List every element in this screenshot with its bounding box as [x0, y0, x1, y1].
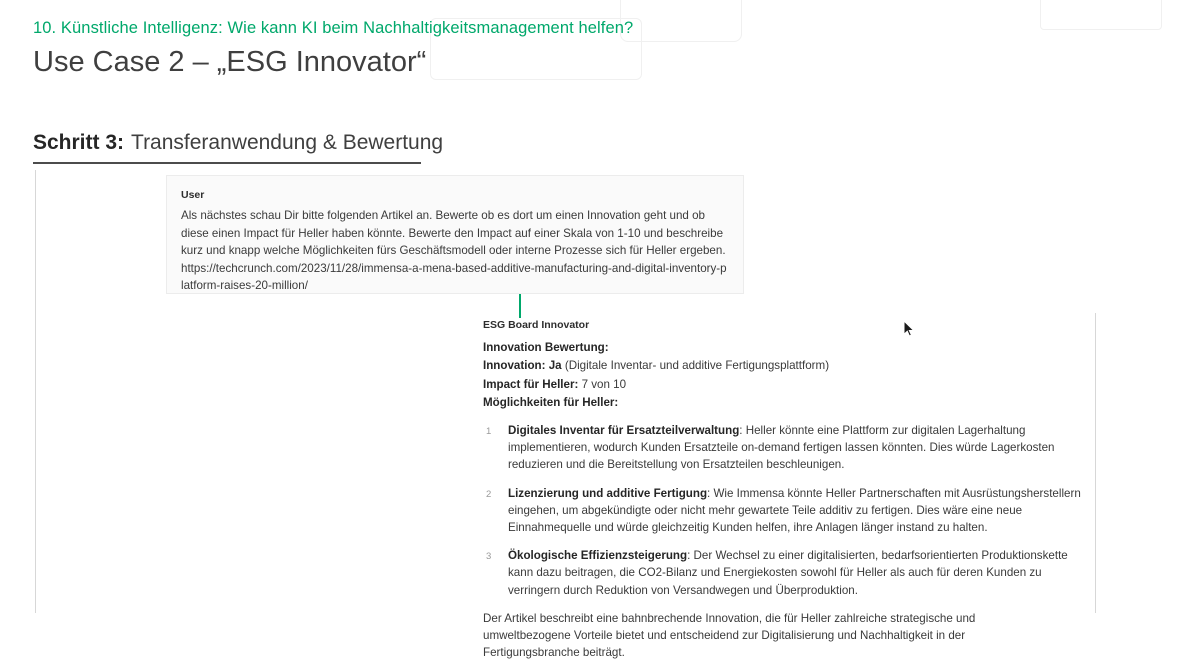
page-title: Use Case 2 – „ESG Innovator“	[33, 46, 427, 78]
list-item-text: : Heller könnte eine Plattform zur digitalen Lagerhaltung implementieren, wodurch Kunden Ersatzteile on-demand fertigen lassen könnten. Dies würde Lagerkosten reduzieren und die Bereitstellung von Ersatzteilen beschleunigen.	[508, 424, 1055, 472]
connector-accent-line	[519, 292, 521, 318]
timeline-right-line	[1095, 313, 1096, 613]
timeline-left-line	[35, 170, 36, 613]
user-prompt-role: User	[181, 189, 205, 201]
answer-field-impact	[483, 376, 1083, 393]
opportunities-list	[483, 422, 1083, 599]
answer-field-impact-value: 7 von 10	[581, 377, 627, 391]
list-item-number: 2	[486, 488, 492, 500]
list-item	[483, 422, 1083, 474]
list-item	[483, 547, 1083, 599]
step-heading	[33, 131, 444, 164]
list-item-title: Lizenzierung und additive Fertigung	[508, 486, 708, 500]
assistant-heading: Innovation Bewertung:	[483, 341, 609, 355]
step-divider	[33, 162, 421, 164]
slide-eyebrow: 10. Künstliche Intelligenz: Wie kann KI beim Nachhaltigkeitsmanagement helfen?	[33, 19, 634, 37]
answer-field-innovation-label: Innovation:	[483, 359, 546, 373]
list-item-title: Ökologische Effizienzsteigerung	[508, 549, 688, 563]
answer-field-impact-label: Impact für Heller:	[483, 377, 579, 391]
list-item-text: : Der Wechsel zu einer digitalisierten, bedarfsorientierten Produktionskette kann dazu beitragen, die CO2-Bilanz und Energiekosten sowohl für Heller als auch für deren Kunden zu verringern durch Reduktion von Versandwegen und Überproduktion.	[508, 549, 1068, 597]
list-item-number: 3	[486, 551, 492, 563]
background-shape	[1040, 0, 1162, 30]
user-prompt-card	[166, 175, 744, 294]
user-prompt-body: Als nächstes schau Dir bitte folgenden Artikel an. Bewerte ob es dort um einen Innovation geht und ob diese einen Impact für Heller haben könnte. Bewerte den Impact auf einer Skala von 1-10 und beschreibe kurz und knapp welche Möglichkeiten fürs Geschäftsmodell oder interne Prozesse sich für Heller ergeben.	[181, 209, 726, 257]
list-item-number: 1	[486, 426, 492, 438]
list-item-title: Digitales Inventar für Ersatzteilverwaltung	[508, 424, 740, 438]
step-text: Transferanwendung & Bewertung	[131, 131, 444, 154]
list-item	[483, 485, 1083, 537]
opportunities-heading: Möglichkeiten für Heller:	[483, 395, 619, 409]
user-prompt-url[interactable]: https://techcrunch.com/2023/11/28/immensa-a-mena-based-additive-manufacturing-and-digital-inventory-platform-raises-20-million/	[181, 261, 727, 292]
assistant-answer	[483, 317, 1083, 661]
background-shape	[620, 0, 742, 42]
step-heading-line	[33, 131, 444, 155]
answer-field-innovation	[483, 357, 1083, 374]
answer-closing-text: Der Artikel beschreibt eine bahnbrechende Innovation, die für Heller zahlreiche strategische und umweltbezogene Vorteile bietet und entscheidend zur Digitalisierung und Nachhaltigkeit in der Fertigungsbranche beiträgt.	[483, 611, 976, 660]
answer-field-innovation-value: (Digitale Inventar- und additive Fertigungsplattform)	[561, 359, 830, 373]
step-label: Schritt 3:	[33, 131, 125, 154]
list-item-text: : Wie Immensa könnte Heller Partnerschaften mit Ausrüstungsherstellern eingehen, um abgekündigte oder nicht mehr gewartete Teile additiv zu fertigen. Dies wäre eine neue Einnahmequelle und würde gleichzeitig Kunden helfen, ihre Anlagen länger instand zu halten.	[508, 486, 1081, 535]
assistant-role: ESG Board Innovator	[483, 319, 590, 331]
answer-field-innovation-strong: Ja	[548, 359, 562, 373]
